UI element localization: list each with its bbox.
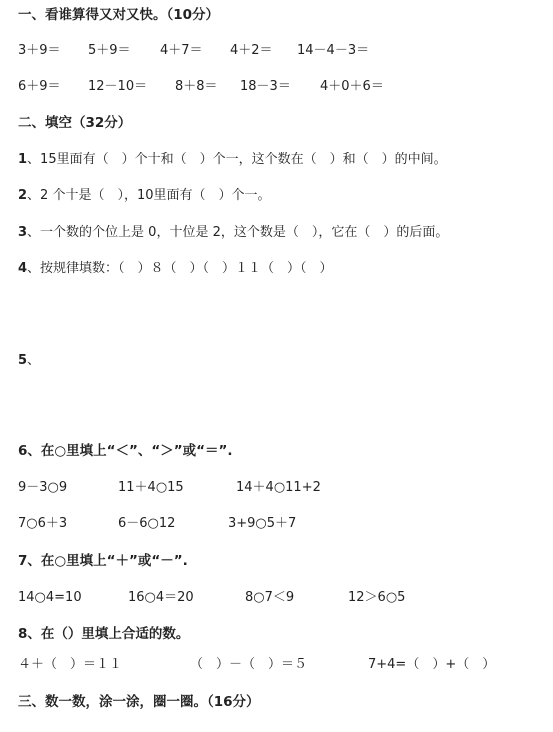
question-text: 、2 个十是（ ），10里面有（ ）个一。 [27, 188, 271, 203]
fill-blank: （ ）－（ ）＝５ [190, 657, 308, 672]
question-7-row1 [0, 589, 553, 607]
equation: 4＋0＋6＝ [320, 79, 384, 94]
question-number: 1 [18, 152, 28, 167]
equation: 8＋8＝ [175, 79, 218, 94]
question-text: 、按规律填数：（ ）８（ ）（ ）１１（ ）（ ） [27, 261, 333, 276]
question-8 [18, 625, 189, 643]
comparison: 14＋4○11+2 [236, 480, 321, 495]
question-7 [18, 552, 188, 570]
question-6-row1 [0, 479, 553, 497]
section1-row2 [0, 78, 553, 96]
operator-blank: 16○4＝20 [128, 590, 194, 605]
equation: 14－4－3＝ [297, 43, 370, 58]
section1-title: 一、看谁算得又对又快。（10分） [18, 7, 220, 23]
question-text: 、在○里填上“＋”或“－”. [27, 553, 188, 569]
question-number: 4 [18, 261, 28, 276]
question-number: 6 [18, 443, 28, 459]
question-text: 、 [27, 353, 41, 368]
section3-title: 三、数一数，涂一涂，圈一圈。（16分） [18, 694, 260, 710]
equation: 18－3＝ [240, 79, 291, 94]
question-number: 7 [18, 553, 28, 569]
question-text: 、15里面有（ ）个十和（ ）个一，这个数在（ ）和（ ）的中间。 [27, 152, 447, 167]
equation: 3＋9＝ [18, 43, 61, 58]
question-4 [18, 260, 333, 278]
operator-blank: 14○4=10 [18, 590, 82, 605]
question-1 [18, 151, 447, 169]
question-number: 8 [18, 626, 28, 642]
question-2 [18, 187, 271, 205]
operator-blank: 12＞6○5 [348, 590, 406, 605]
comparison: 9－3○9 [18, 480, 68, 495]
question-6 [18, 442, 233, 460]
question-3 [18, 224, 448, 242]
equation: 12－10＝ [88, 79, 148, 94]
question-number: 3 [18, 225, 28, 240]
equation: 4＋2＝ [230, 43, 273, 58]
question-8-row1 [0, 656, 553, 674]
section2-title: 二、填空（32分） [18, 115, 132, 131]
fill-blank: 7+4=（ ）+（ ） [368, 657, 496, 672]
comparison: 7○6＋3 [18, 516, 68, 531]
comparison: 6－6○12 [118, 516, 176, 531]
equation: 6＋9＝ [18, 79, 61, 94]
equation: 5＋9＝ [88, 43, 131, 58]
question-text: 、在（）里填上合适的数。 [27, 626, 190, 642]
equation: 4＋7＝ [160, 43, 203, 58]
question-6-row2 [0, 515, 553, 533]
question-text: 、在○里填上“＜”、“＞”或“＝”. [27, 443, 233, 459]
fill-blank: ４＋（ ）＝１１ [18, 657, 123, 672]
question-number: 5 [18, 353, 28, 368]
question-5 [18, 352, 40, 370]
question-text: 、一个数的个位上是 0，十位是 2，这个数是（ ），它在（ ）的后面。 [27, 225, 449, 240]
section1-row1 [0, 42, 553, 60]
comparison: 3+9○5＋7 [228, 516, 297, 531]
operator-blank: 8○7＜9 [245, 590, 295, 605]
comparison: 11＋4○15 [118, 480, 184, 495]
question-number: 2 [18, 188, 28, 203]
